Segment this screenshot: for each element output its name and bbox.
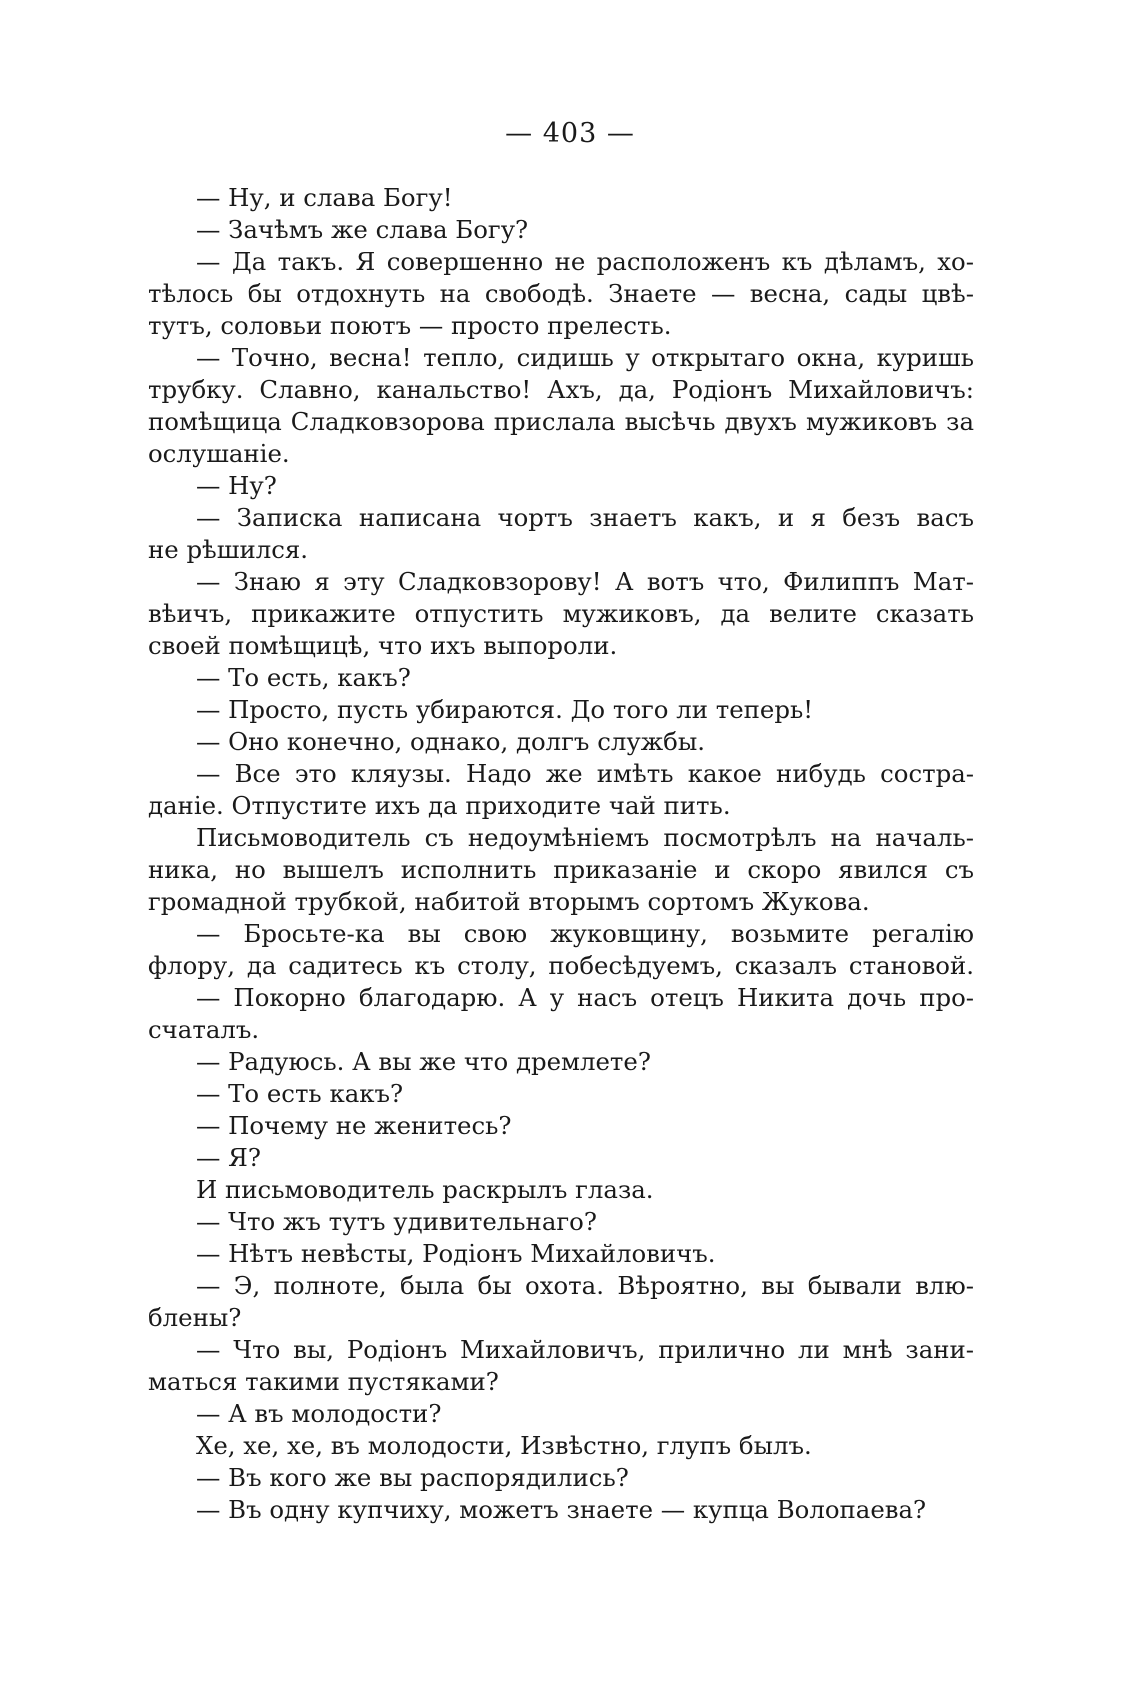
page-number: — 403 — (505, 118, 635, 149)
text-line: счаталъ. (148, 1015, 260, 1044)
text-line: — Въ одну купчиху, можетъ знаете — купца Волопаева? (196, 1495, 927, 1524)
text-line: ослушаніе. (148, 439, 290, 468)
text-line: не рѣшился. (148, 535, 308, 564)
text-line: ника, но вышелъ исполнить приказаніе и скоро явился съ (148, 855, 974, 884)
text-line: — Точно, весна! тепло, сидишь у открытаго окна, куришь (196, 343, 974, 372)
text-line: — Зачѣмъ же слава Богу? (196, 215, 529, 244)
text-line: — Да такъ. Я совершенно не расположенъ къ дѣламъ, хо- (196, 247, 974, 276)
text-line: — Ну? (196, 471, 277, 500)
text-line: флору, да садитесь къ столу, побесѣдуемъ, сказалъ становой. (148, 951, 974, 980)
text-line: помѣщица Сладковзорова прислала высѣчь двухъ мужиковъ за (148, 407, 974, 436)
text-line: своей помѣщицѣ, что ихъ выпороли. (148, 631, 618, 660)
text-line: — Ну, и слава Богу! (196, 183, 453, 212)
text-line: трубку. Славно, канальство! Ахъ, да, Родіонъ Михайловичъ: (148, 375, 974, 404)
text-line: — Э, полноте, была бы охота. Вѣроятно, вы бывали влю- (196, 1271, 974, 1300)
text-line: Письмоводитель съ недоумѣніемъ посмотрѣлъ на началь- (196, 823, 974, 852)
text-line: — Что жъ тутъ удивительнаго? (196, 1207, 597, 1236)
text-line: И письмоводитель раскрылъ глаза. (196, 1175, 654, 1204)
text-line: — Оно конечно, однако, долгъ службы. (196, 727, 705, 756)
text-line: — То есть какъ? (196, 1079, 404, 1108)
text-line: — То есть, какъ? (196, 663, 411, 692)
text-line: — Что вы, Родіонъ Михайловичъ, прилично ли мнѣ зани- (196, 1335, 974, 1364)
text-line: — Просто, пусть убираются. До того ли теперь! (196, 695, 814, 724)
text-line: — Почему не женитесь? (196, 1111, 512, 1140)
text-line: тутъ, соловьи поютъ — просто прелесть. (148, 311, 672, 340)
text-line: — Бросьте-ка вы свою жуковщину, возьмите регалію (196, 919, 974, 948)
text-line: — Знаю я эту Сладковзорову! А вотъ что, Филиппъ Мат- (196, 567, 974, 596)
text-line: маться такими пустяками? (148, 1367, 499, 1396)
text-line: — А въ молодости? (196, 1399, 442, 1428)
text-line: Хе, хе, хе, въ молодости, Извѣстно, глупъ былъ. (196, 1431, 812, 1460)
text-line: — Я? (196, 1143, 261, 1172)
text-line: — Покорно благодарю. А у насъ отецъ Никита дочь про- (196, 983, 974, 1012)
text-line: — Все это кляузы. Надо же имѣть какое нибудь состра- (196, 759, 974, 788)
text-line: — Нѣтъ невѣсты, Родіонъ Михайловичъ. (196, 1239, 716, 1268)
text-line: тѣлось бы отдохнуть на свободѣ. Знаете — весна, сады цвѣ- (148, 279, 974, 308)
text-line: — Радуюсь. А вы же что дремлете? (196, 1047, 651, 1076)
text-line: блены? (148, 1303, 242, 1332)
text-line: даніе. Отпустите ихъ да приходите чай пить. (148, 791, 731, 820)
text-line: вѣичъ, прикажите отпустить мужиковъ, да велите сказать (148, 599, 974, 628)
text-line: — Въ кого же вы распорядились? (196, 1463, 629, 1492)
text-line: — Записка написана чортъ знаетъ какъ, и я безъ васъ (196, 503, 974, 532)
text-line: громадной трубкой, набитой вторымъ сортомъ Жукова. (148, 887, 870, 916)
text-body (148, 182, 974, 1526)
